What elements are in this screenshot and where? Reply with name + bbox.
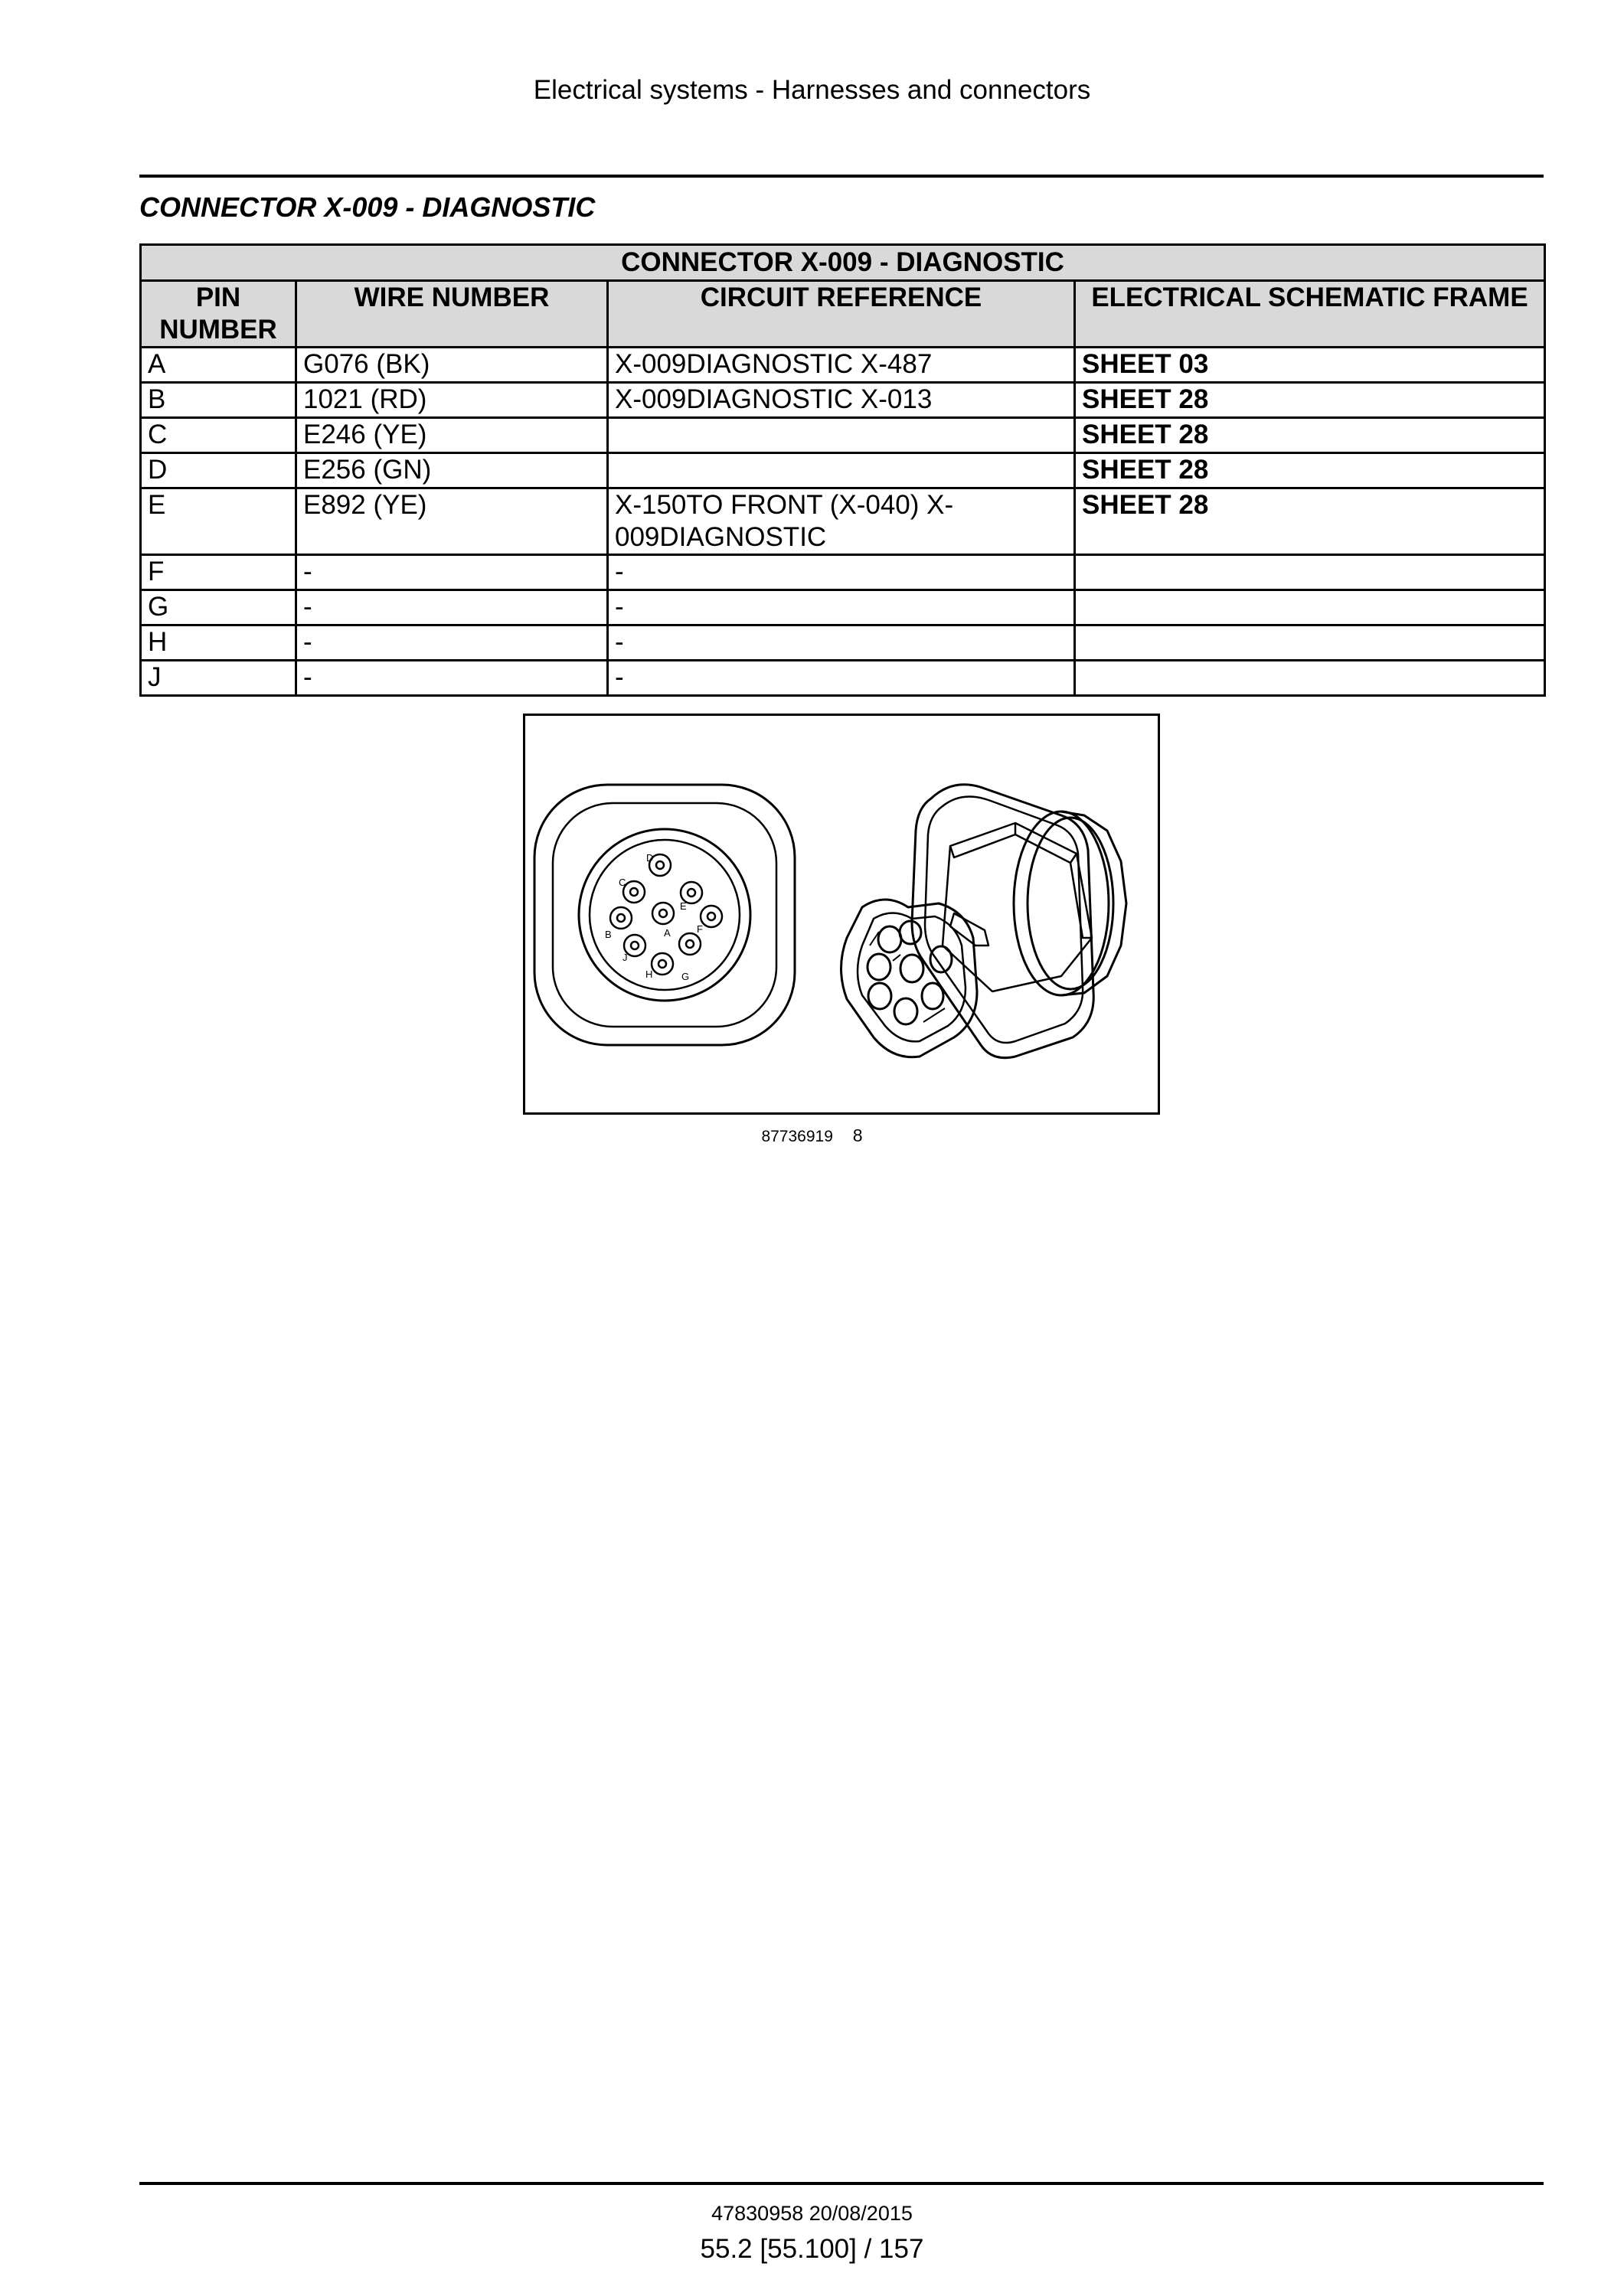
pin-label-d: D: [646, 852, 654, 864]
header-rule: [139, 175, 1544, 178]
footer-document-id: 47830958 20/08/2015: [711, 2202, 913, 2225]
table-row: [141, 625, 1545, 661]
wire-number-cell: -: [296, 661, 608, 696]
pin-label-c: C: [619, 877, 626, 888]
pin-cell: F: [141, 555, 296, 590]
footer-rule: [139, 2182, 1544, 2185]
table-row: [141, 488, 1545, 555]
table-caption: CONNECTOR X-009 - DIAGNOSTIC: [141, 245, 1545, 281]
column-header-wire: WIRE NUMBER: [296, 281, 608, 348]
pin-label-j: J: [622, 952, 628, 963]
connector-drawing: [525, 716, 1158, 1112]
circuit-reference-cell: -: [608, 590, 1075, 625]
schematic-frame-cell: [1075, 661, 1545, 696]
schematic-frame-cell: SHEET 28: [1075, 383, 1545, 418]
wire-number-cell: -: [296, 625, 608, 661]
pin-cell: G: [141, 590, 296, 625]
pin-cell: J: [141, 661, 296, 696]
circuit-reference-cell: -: [608, 661, 1075, 696]
column-header-circuit: CIRCUIT REFERENCE: [608, 281, 1075, 348]
connector-face-view: [534, 785, 795, 1045]
schematic-frame-cell: SHEET 28: [1075, 488, 1545, 555]
circuit-reference-cell: [608, 453, 1075, 488]
connector-isometric-view: [841, 785, 1127, 1058]
pin-cell: H: [141, 625, 296, 661]
page-header-title: Electrical systems - Harnesses and connectors: [533, 75, 1091, 105]
table-row: [141, 590, 1545, 625]
figure-number: 8: [852, 1125, 863, 1145]
circuit-reference-cell: X-009DIAGNOSTIC X-013: [608, 383, 1075, 418]
pin-cell: D: [141, 453, 296, 488]
schematic-frame-cell: [1075, 590, 1545, 625]
column-header-frame: ELECTRICAL SCHEMATIC FRAME: [1075, 281, 1545, 348]
wire-number-cell: 1021 (RD): [296, 383, 608, 418]
circuit-reference-cell: -: [608, 555, 1075, 590]
circuit-reference-cell: -: [608, 625, 1075, 661]
pin-cell: B: [141, 383, 296, 418]
circuit-reference-cell: [608, 418, 1075, 453]
table-row: [141, 453, 1545, 488]
section-title: CONNECTOR X-009 - DIAGNOSTIC: [139, 191, 596, 223]
pin-cell: A: [141, 348, 296, 383]
pin-label-b: B: [605, 929, 612, 940]
circuit-reference-cell: X-009DIAGNOSTIC X-487: [608, 348, 1075, 383]
wire-number-cell: E246 (YE): [296, 418, 608, 453]
pin-cell: C: [141, 418, 296, 453]
pin-cell: E: [141, 488, 296, 555]
pin-label-g: G: [681, 971, 690, 982]
schematic-frame-cell: SHEET 28: [1075, 453, 1545, 488]
schematic-frame-cell: SHEET 28: [1075, 418, 1545, 453]
schematic-frame-cell: [1075, 555, 1545, 590]
pin-label-e: E: [680, 900, 687, 912]
footer-page-number: 55.2 [55.100] / 157: [700, 2234, 924, 2264]
pin-label-a: A: [664, 927, 671, 939]
wire-number-cell: G076 (BK): [296, 348, 608, 383]
connector-illustration: [523, 714, 1160, 1115]
connector-pin-table: [139, 243, 1546, 697]
table-row: [141, 661, 1545, 696]
figure-caption: [0, 1125, 1624, 1146]
column-header-pin: PIN NUMBER: [141, 281, 296, 348]
wire-number-cell: -: [296, 590, 608, 625]
figure-image-code: 87736919: [761, 1128, 833, 1145]
table-row: [141, 555, 1545, 590]
pin-label-h: H: [645, 968, 653, 980]
table-row: [141, 418, 1545, 453]
pin-label-f: F: [697, 923, 703, 935]
wire-number-cell: E256 (GN): [296, 453, 608, 488]
wire-number-cell: E892 (YE): [296, 488, 608, 555]
table-row: [141, 383, 1545, 418]
circuit-reference-cell: X-150TO FRONT (X-040) X-009DIAGNOSTIC: [608, 488, 1075, 555]
schematic-frame-cell: SHEET 03: [1075, 348, 1545, 383]
wire-number-cell: -: [296, 555, 608, 590]
schematic-frame-cell: [1075, 625, 1545, 661]
table-row: [141, 348, 1545, 383]
